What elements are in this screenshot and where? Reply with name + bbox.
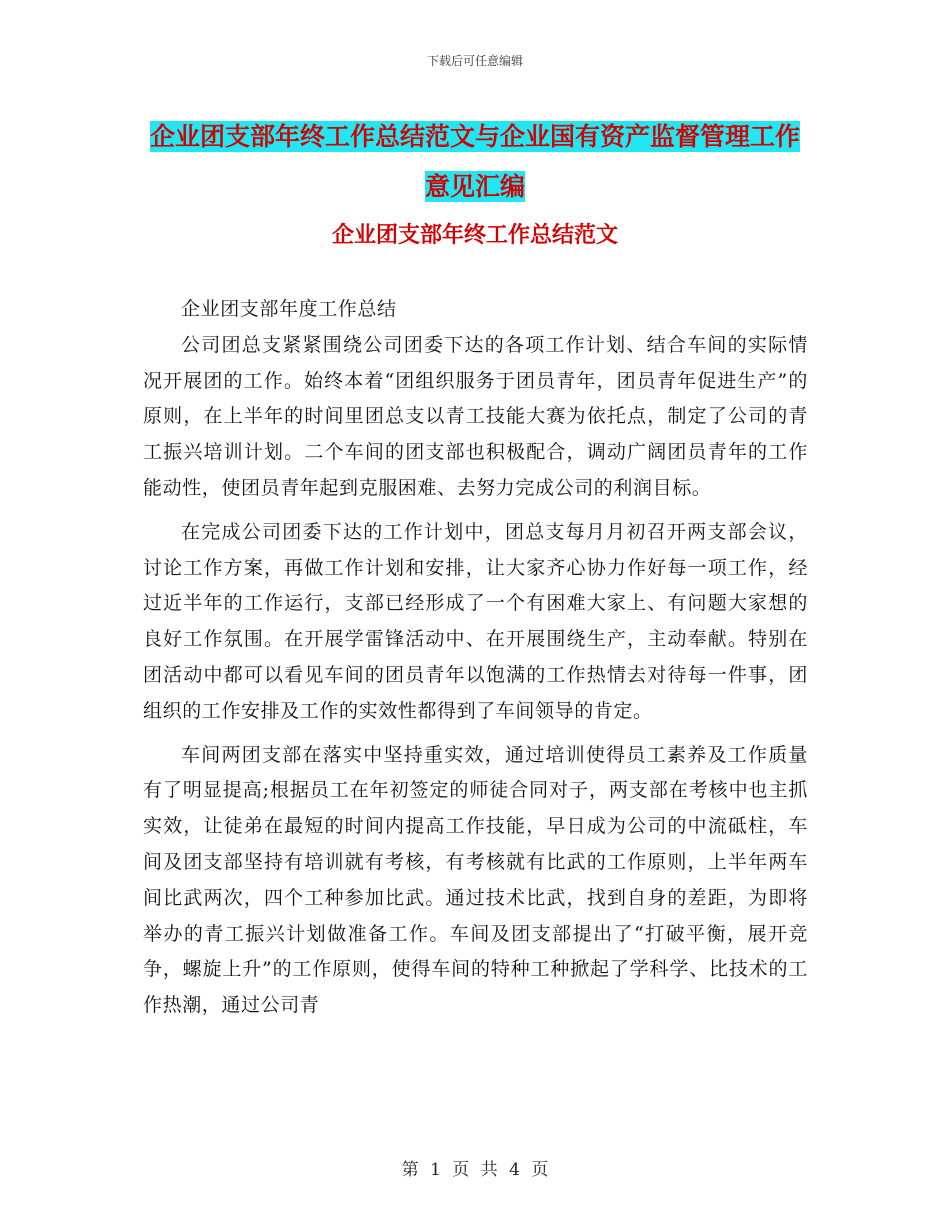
page-number-footer: 第 1 页 共 4 页 (401, 1160, 549, 1180)
paragraph-subtitle: 企业团支部年度工作总结 (181, 298, 397, 320)
document-title (144, 112, 806, 212)
paragraph: 在完成公司团委下达的工作计划中，团总支每月月初召开两支部会议，讨论工作方案，再做工作计划和安排，让大家齐心协力作好每一项工作，经过近半年的工作运行，支部已经形成了一个有困难大家上、有问题大家想的良好工作氛围。在开展学雷锋活动中、在开展围绕生产，主动奉献。特别在团活动中都可以看见车间的团员青年以饱满的工作热情去对待每一件事，团组织的工作安排及工作的实效性都得到了车间领导的肯定。 (143, 520, 808, 722)
body-text (143, 292, 808, 1024)
document-title-text: 企业团支部年终工作总结范文与企业国有资产监督管理工作意见汇编 (149, 122, 800, 201)
header-note: 下载后可任意编辑 (426, 54, 523, 68)
paragraph: 公司团总支紧紧围绕公司团委下达的各项工作计划、结合车间的实际情况开展团的工作。始终本着“团组织服务于团员青年，团员青年促进生产”的原则，在上半年的时间里团总支以青工技能大赛为依托点，制定了公司的青工振兴培训计划。二个车间的团支部也积极配合，调动广阔团员青年的工作能动性，使团员青年起到克服困难、去努力完成公司的利润目标。 (143, 333, 808, 499)
paragraph: 车间两团支部在落实中坚持重实效，通过培训使得员工素养及工作质量有了明显提高;根据员工在年初签定的师徒合同对子，两支部在考核中也主抓实效，让徒弟在最短的时间内提高工作技能，早日成为公司的中流砥柱，车间及团支部坚持有培训就有考核，有考核就有比武的工作原则，上半年两车间比武两次，四个工种参加比武。通过技术比武，找到自身的差距，为即将举办的青工振兴计划做准备工作。车间及团支部提出了“打破平衡，展开竞争，螺旋上升”的工作原则，使得车间的特种工种掀起了学科学、比技术的工作热潮，通过公司青 (143, 743, 808, 1017)
section-title: 企业团支部年终工作总结范文 (331, 222, 618, 248)
